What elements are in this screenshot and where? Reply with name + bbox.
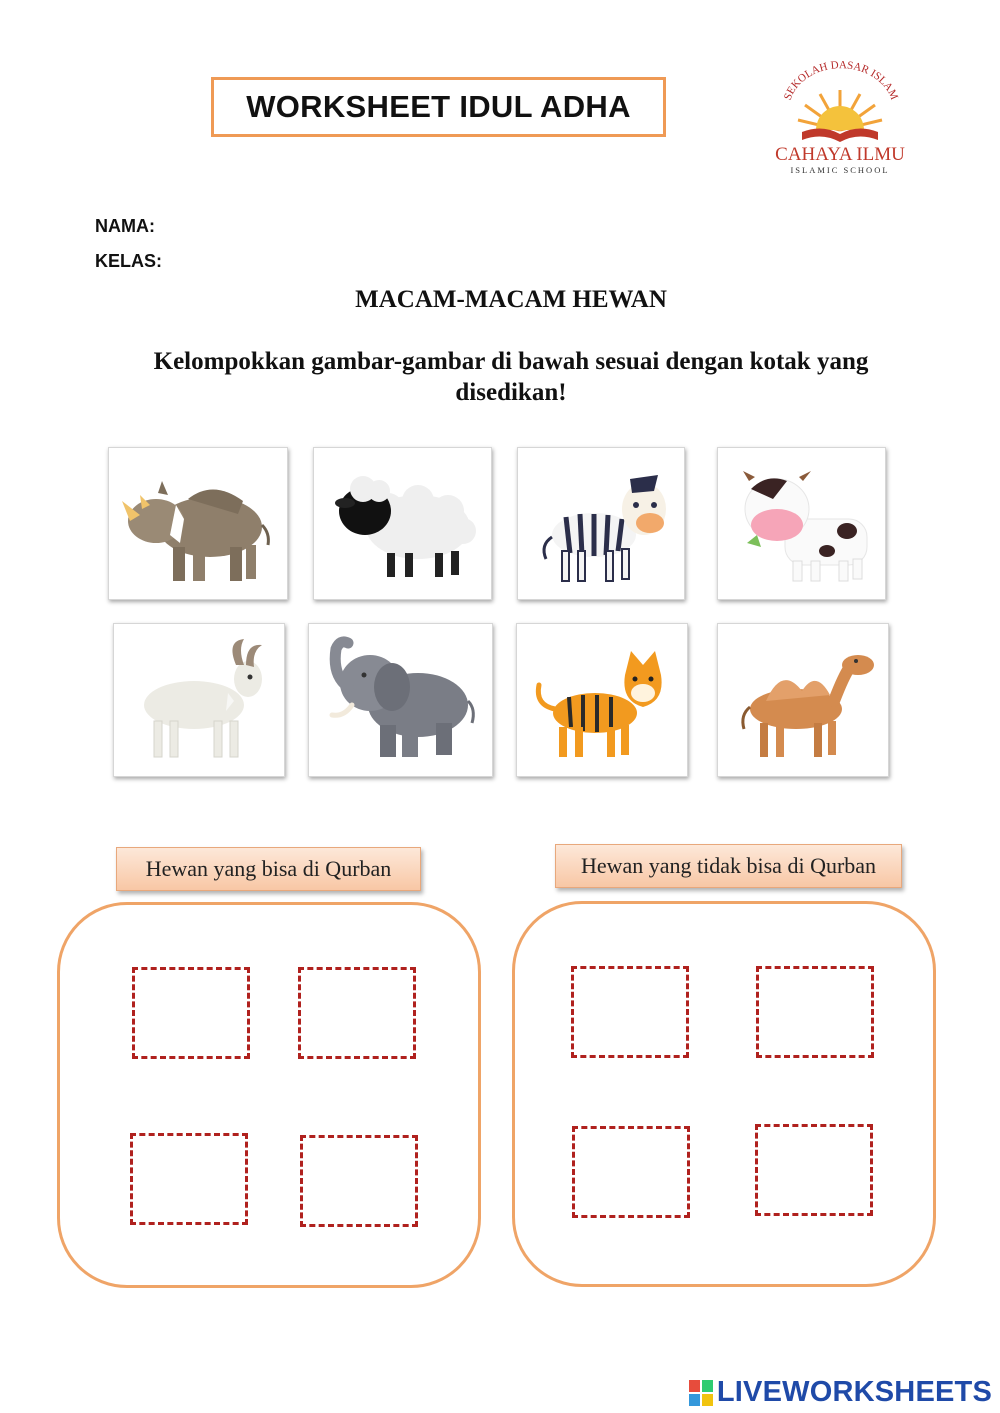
drop-slot[interactable] bbox=[571, 966, 689, 1058]
section-title: MACAM-MACAM HEWAN bbox=[355, 286, 667, 313]
animal-card-zebra[interactable] bbox=[517, 447, 685, 600]
footer-brand-text: LIVEWORKSHEETS bbox=[716, 1376, 992, 1408]
cow-icon bbox=[727, 459, 877, 589]
animal-card-goat[interactable] bbox=[113, 623, 285, 777]
qurban-drop-area[interactable] bbox=[57, 902, 481, 1288]
drop-slot[interactable] bbox=[130, 1133, 248, 1225]
goat-icon bbox=[122, 635, 277, 765]
worksheet-title: WORKSHEET IDUL ADHA bbox=[211, 77, 666, 137]
rhino-icon bbox=[118, 459, 278, 589]
animal-card-cow[interactable] bbox=[717, 447, 886, 600]
animal-card-sheep[interactable] bbox=[313, 447, 492, 600]
camel-icon bbox=[726, 635, 881, 765]
instruction-text: Kelompokkan gambar-gambar di bawah sesuai dengan kotak yang disedikan! bbox=[153, 348, 869, 406]
non-qurban-drop-area[interactable] bbox=[512, 901, 936, 1287]
animal-card-rhino[interactable] bbox=[108, 447, 288, 600]
liveworksheets-icon bbox=[689, 1380, 713, 1406]
drop-slot[interactable] bbox=[572, 1126, 690, 1218]
footer-brand-area bbox=[689, 1376, 992, 1409]
animal-card-camel[interactable] bbox=[717, 623, 889, 777]
non-qurban-category-label: Hewan yang tidak bisa di Qurban bbox=[555, 844, 902, 888]
drop-slot[interactable] bbox=[300, 1135, 418, 1227]
animal-card-elephant[interactable] bbox=[308, 623, 493, 777]
school-logo bbox=[760, 50, 920, 180]
drop-slot[interactable] bbox=[756, 966, 874, 1058]
logo-arc-text: SEKOLAH DASAR ISLAM bbox=[781, 59, 901, 102]
drop-slot[interactable] bbox=[755, 1124, 873, 1216]
name-label: NAMA: bbox=[95, 216, 155, 236]
tiger-icon bbox=[525, 635, 680, 765]
qurban-category-label: Hewan yang bisa di Qurban bbox=[116, 847, 421, 891]
zebra-icon bbox=[526, 459, 676, 589]
animal-card-tiger[interactable] bbox=[516, 623, 688, 777]
logo-name: CAHAYA ILMU bbox=[775, 144, 905, 165]
drop-slot[interactable] bbox=[298, 967, 416, 1059]
elephant-icon bbox=[318, 635, 483, 765]
sheep-icon bbox=[323, 459, 483, 589]
logo-subtitle: ISLAMIC SCHOOL bbox=[790, 165, 890, 175]
class-label: KELAS: bbox=[95, 251, 162, 271]
drop-slot[interactable] bbox=[132, 967, 250, 1059]
